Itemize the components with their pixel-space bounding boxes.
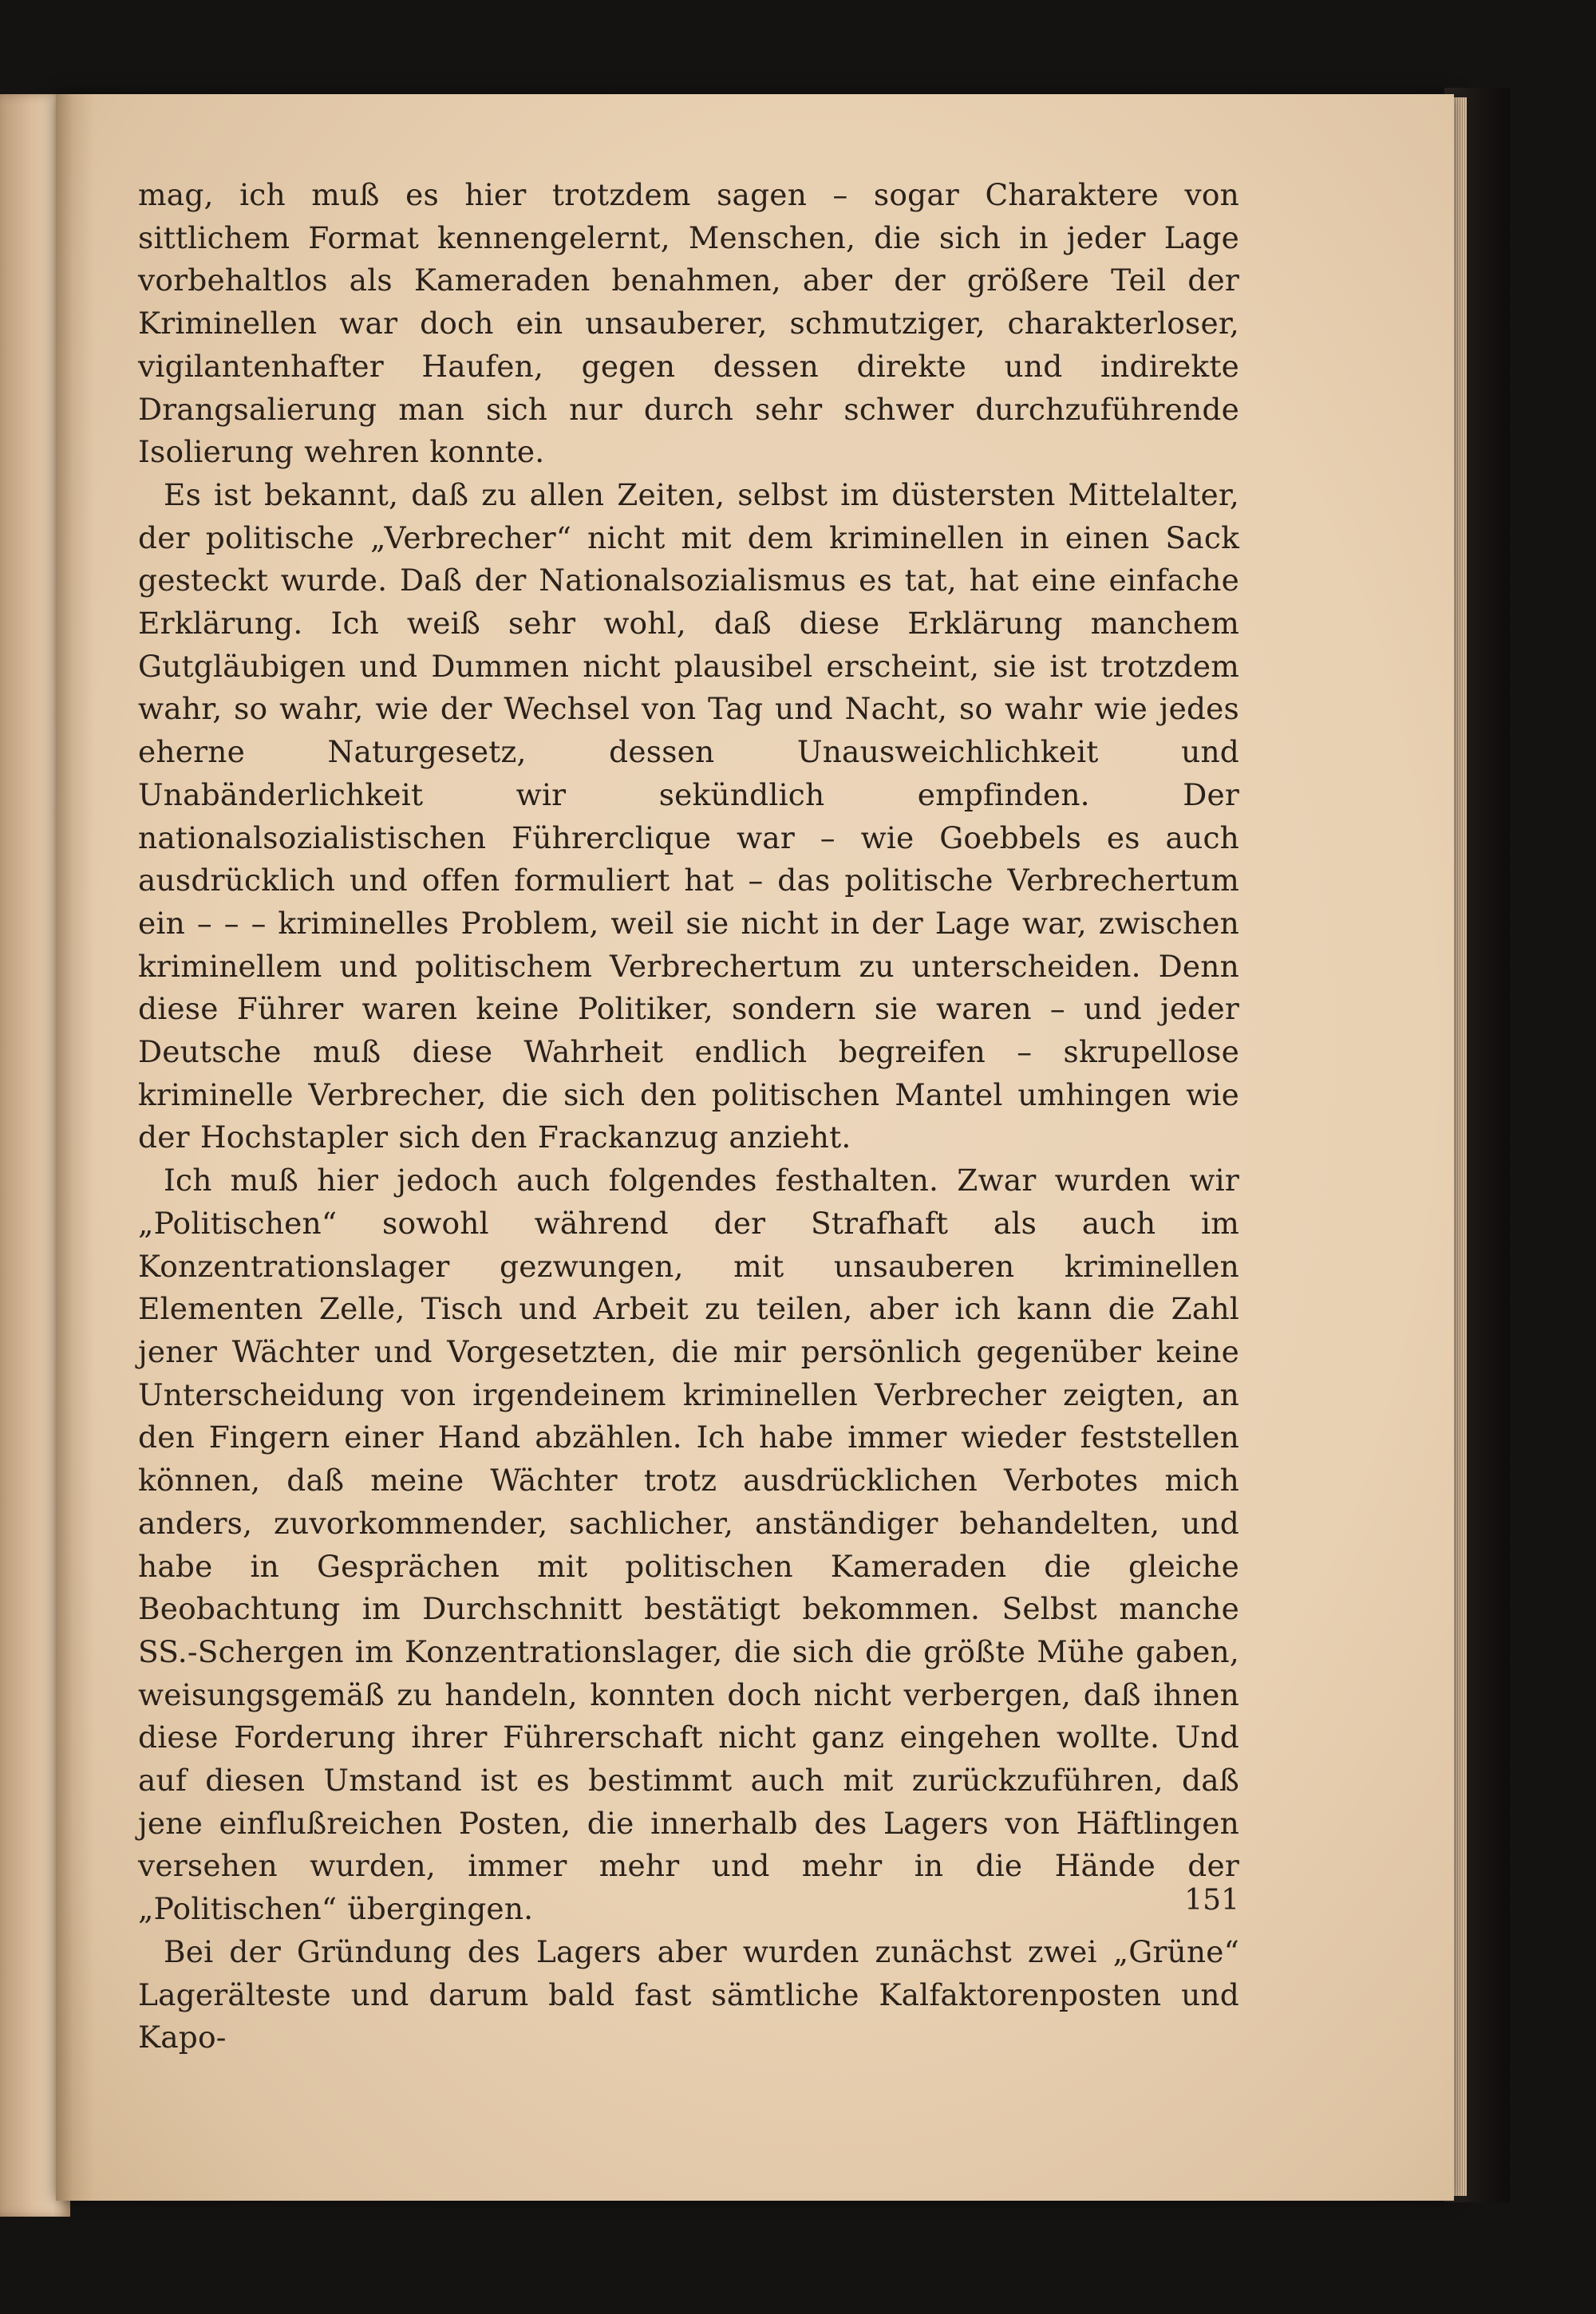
paragraph: Bei der Gründung des Lagers aber wurden zunächst zwei „Grüne“ Lagerälteste und darum bald fast sämtliche Kalfaktorenposten und Kapo- xyxy=(138,1933,1239,2055)
paragraph: Ich muß hier jedoch auch folgendes festhalten. Zwar wurden wir „Politischen“ sowohl während der Strafhaft als auch im Konzentrationslager gezwungen, mit unsauberen kriminellen Elementen Zelle, Tisch und Arbeit zu teilen, aber ich kann die Zahl jener Wächter und Vorgesetzten, die mir persönlich gegenüber keine Unterscheidung von irgendeinem kriminellen Verbrecher zeigten, an den Fingern einer Hand abzählen. Ich habe immer wieder feststellen können, daß meine Wächter trotz ausdrücklichen Verbotes mich anders, zuvorkommender, sachlicher, anständiger behandelten, und habe in Gesprächen mit politischen Kameraden die gleiche Beobachtung im Durchschnitt bestätigt bekommen. Selbst manche SS.-Schergen im Konzentrationslager, die sich die größte Mühe gaben, weisungsgemäß zu handeln, konnten doch nicht verbergen, daß ihnen diese Forderung ihrer Führerschaft nicht ganz eingehen wollte. Und auf diesen Umstand ist es bestimmt auch mit zurückzuführen, daß jene einflußreichen Posten, die innerhalb des Lagers von Häftlingen versehen wurden, immer mehr und mehr in die Hände der „Politischen“ übergingen. xyxy=(138,1163,1239,1927)
paragraph: Es ist bekannt, daß zu allen Zeiten, selbst im düstersten Mittelalter, der politische „Verbrecher“ nicht mit dem kriminellen in einen Sack gesteckt wurde. Daß der Nationalsozialismus es tat, hat eine einfache Erklärung. Ich weiß sehr wohl, daß diese Erklärung manchem Gutgläubigen und Dummen nicht plausibel erscheint, sie ist trotzdem wahr, so wahr, wie der Wechsel von Tag und Nacht, so wahr wie jedes eherne Naturgesetz, dessen Unausweichlichkeit und Unabänderlichkeit wir sekündlich empfinden. Der nationalsozialistischen Führerclique war – wie Goebbels es auch ausdrücklich und offen formuliert hat – das politische Verbrechertum ein – – – kriminelles Problem, weil sie nicht in der Lage war, zwischen kriminellem und politischem Verbrechertum zu unterscheiden. Denn diese Führer waren keine Politiker, sondern sie waren – und jeder Deutsche muß diese Wahrheit endlich begreifen – skrupellose kriminelle Verbrecher, die sich den politischen Mantel umhingen wie der Hochstapler sich den Frackanzug anzieht. xyxy=(138,476,1239,1155)
page-gutter-shadow xyxy=(56,94,94,2201)
body-text xyxy=(138,174,1239,2059)
page-number: 151 xyxy=(1184,1884,1239,1917)
paragraph: mag, ich muß es hier trotzdem sagen – sogar Charaktere von sittlichem Format kennengelernt, Menschen, die sich in jeder Lage vorbehaltlos als Kameraden benahmen, aber der größere Teil der Kriminellen war doch ein unsauberer, schmutziger, charakterloser, vigilantenhafter Haufen, gegen dessen direkte und indirekte Drangsalierung man sich nur durch sehr schwer durchzuführende Isolierung wehren konnte. xyxy=(138,177,1239,470)
